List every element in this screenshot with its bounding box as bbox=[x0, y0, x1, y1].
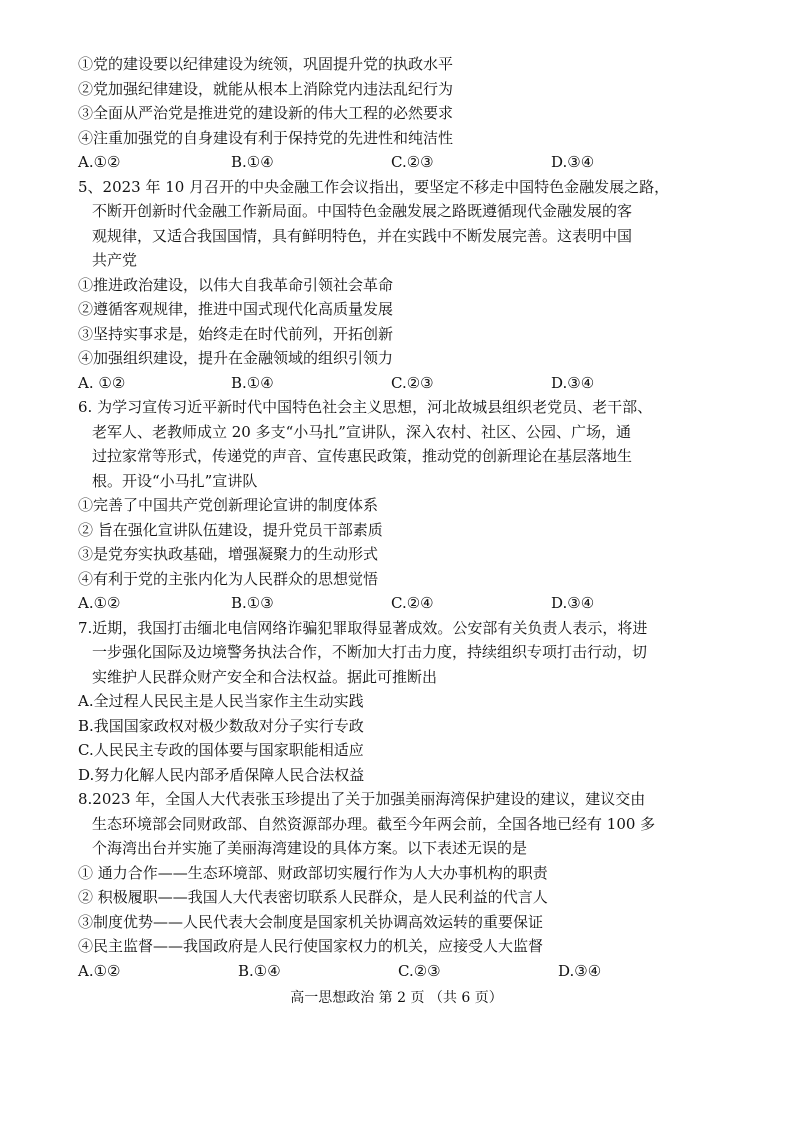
q5-stem-line-1: 5、2023 年 10 月召开的中央金融工作会议指出，要坚定不移走中国特色金融发展之路， bbox=[78, 177, 670, 196]
q6-item-4: ④有利于党的主张内化为人民群众的思想觉悟 bbox=[78, 569, 379, 588]
q4-option-b: B.①④ bbox=[231, 153, 274, 171]
q4-options bbox=[78, 150, 738, 175]
q6-stem-line-3: 过拉家常等形式，传递党的声音、宣传惠民政策，推动党的创新理论在基层落地生 bbox=[92, 447, 633, 465]
q5-option-c: C.②③ bbox=[391, 373, 434, 392]
q5-item-3: ③坚持实事求是，始终走在时代前列，开拓创新 bbox=[78, 324, 394, 343]
q6-item-2: ② 旨在强化宣讲队伍建设，提升党员干部素质 bbox=[78, 520, 383, 539]
q8-stem-line-3: 个海湾出台并实施了美丽海湾建设的具体方案。以下表述无误的是 bbox=[92, 839, 528, 857]
question-content bbox=[78, 52, 738, 983]
question-8 bbox=[78, 787, 738, 983]
q4-item-4: ④注重加强党的自身建设有利于保持党的先进性和纯洁性 bbox=[78, 128, 454, 147]
q4-option-c: C.②③ bbox=[391, 153, 434, 171]
q5-item-4: ④加强组织建设，提升在金融领域的组织引领力 bbox=[78, 349, 394, 367]
q5-option-b: B.①④ bbox=[231, 373, 274, 392]
q7-choice-d: D.努力化解人民内部矛盾保障人民合法权益 bbox=[78, 765, 365, 784]
q8-option-a: A.①② bbox=[78, 961, 121, 980]
q4-option-a: A.①② bbox=[78, 153, 121, 171]
q7-stem-line-1: 7.近期，我国打击缅北电信网络诈骗犯罪取得显著成效。公安部有关负责人表示，将进 bbox=[78, 618, 648, 637]
q5-item-1: ①推进政治建设，以伟大自我革命引领社会革命 bbox=[78, 275, 394, 294]
q6-option-d: D.③④ bbox=[551, 594, 595, 612]
q4-option-d: D.③④ bbox=[551, 153, 595, 171]
q6-option-c: C.②④ bbox=[391, 594, 434, 612]
question-7 bbox=[78, 616, 738, 788]
q6-item-3: ③是党夯实执政基础，增强凝聚力的生动形式 bbox=[78, 545, 379, 563]
q4-item-2: ②党加强纪律建设，就能从根本上消除党内违法乱纪行为 bbox=[78, 79, 454, 98]
q8-item-4: ④民主监督——我国政府是人民行使国家权力的机关，应接受人大监督 bbox=[78, 937, 544, 955]
question-4 bbox=[78, 52, 738, 175]
q5-stem-line-4: 共产党 bbox=[92, 251, 138, 269]
q8-item-2: ② 积极履职——我国人大代表密切联系人民群众，是人民利益的代言人 bbox=[78, 888, 548, 906]
question-6 bbox=[78, 395, 738, 616]
q8-stem-line-1: 8.2023 年，全国人大代表张玉珍提出了关于加强美丽海湾保护建设的建议，建议交由 bbox=[78, 790, 646, 808]
page-footer: 高一思想政治 第 2 页 （共 6 页） bbox=[290, 990, 503, 1006]
q6-option-b: B.①③ bbox=[231, 594, 274, 612]
q5-item-2: ②遵循客观规律，推进中国式现代化高质量发展 bbox=[78, 300, 394, 318]
q8-options bbox=[78, 959, 738, 984]
q7-choice-b: B.我国国家政权对极少数敌对分子实行专政 bbox=[78, 716, 364, 735]
question-5 bbox=[78, 175, 738, 396]
q8-item-3: ③制度优势——人民代表大会制度是国家机关协调高效运转的重要保证 bbox=[78, 912, 544, 931]
q8-item-1: ① 通力合作——生态环境部、财政部切实履行作为人大办事机构的职责 bbox=[78, 863, 548, 882]
q8-option-d: D.③④ bbox=[558, 961, 602, 980]
q7-choice-a: A.全过程人民民主是人民当家作主生动实践 bbox=[78, 692, 364, 710]
q8-stem-line-2: 生态环境部会同财政部、自然资源部办理。截至今年两会前，全国各地已经有 100 多 bbox=[92, 814, 656, 833]
q6-stem-line-1: 6. 为学习宣传习近平新时代中国特色社会主义思想，河北故城县组织老党员、老干部、 bbox=[78, 398, 653, 416]
q7-stem-line-3: 实维护人民群众财产安全和合法权益。据此可推断出 bbox=[92, 667, 438, 686]
q6-item-1: ①完善了中国共产党创新理论宣讲的制度体系 bbox=[78, 496, 379, 514]
q5-stem-line-2: 不断开创新时代金融工作新局面。中国特色金融发展之路既遵循现代金融发展的客 bbox=[92, 202, 633, 220]
q4-item-3: ③全面从严治党是推进党的建设新的伟大工程的必然要求 bbox=[78, 104, 454, 122]
q6-option-a: A.①② bbox=[78, 594, 121, 612]
q7-choice-c: C.人民民主专政的国体要与国家职能相适应 bbox=[78, 741, 364, 759]
q6-stem-line-4: 根。开设“小马扎”宣讲队 bbox=[92, 471, 258, 490]
q7-stem-line-2: 一步强化国际及边境警务执法合作，不断加大打击力度，持续组织专项打击行动，切 bbox=[92, 643, 648, 661]
q5-options bbox=[78, 371, 738, 396]
q6-stem-line-2: 老军人、老教师成立 20 多支“小马扎”宣讲队，深入农村、社区、公园、广场，通 bbox=[92, 422, 631, 441]
q5-stem-line-3: 观规律，又适合我国国情，具有鲜明特色，并在实践中不断发展完善。这表明中国 bbox=[92, 226, 633, 245]
q8-option-c: C.②③ bbox=[398, 961, 441, 980]
q6-options bbox=[78, 591, 738, 616]
q8-option-b: B.①④ bbox=[238, 961, 281, 980]
q5-option-a: A. ①② bbox=[78, 373, 126, 392]
q5-option-d: D.③④ bbox=[551, 373, 595, 392]
q4-item-1: ①党的建设要以纪律建设为统领，巩固提升党的执政水平 bbox=[78, 55, 454, 73]
